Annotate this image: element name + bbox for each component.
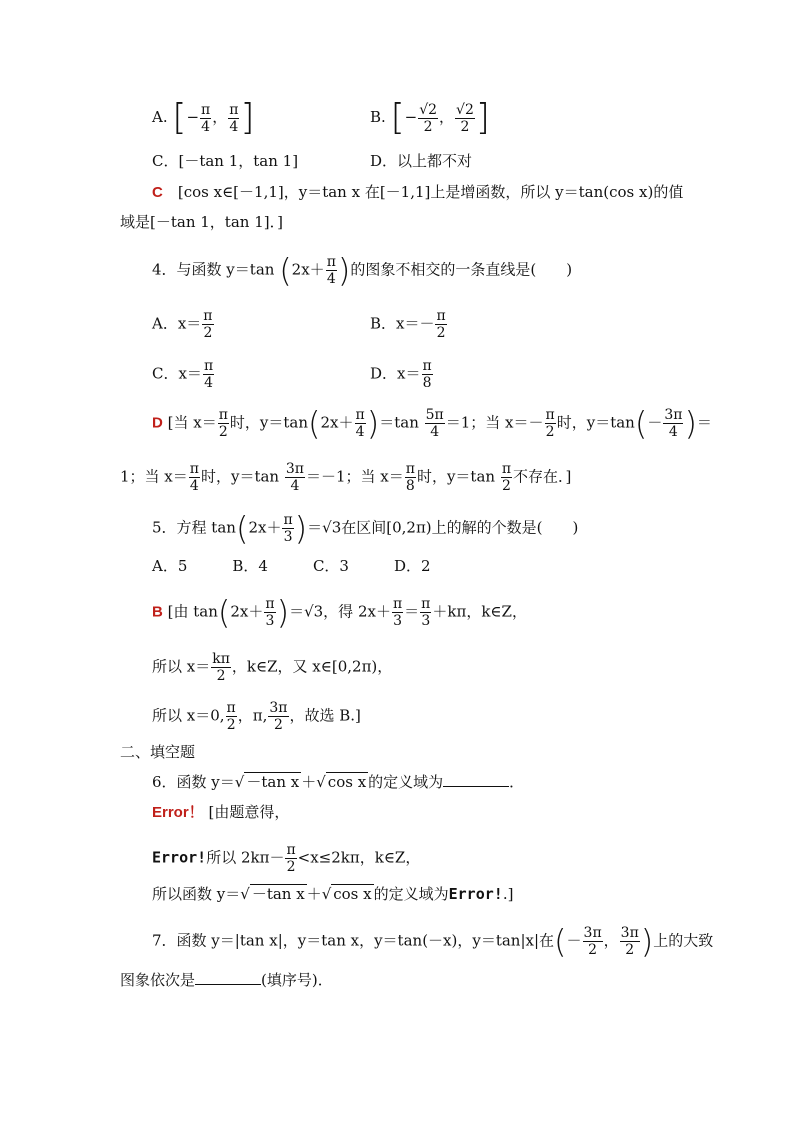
denominator: 2: [588, 942, 598, 958]
q4-option-b: [370, 308, 448, 341]
denominator: 4: [189, 478, 199, 494]
answer-letter: B: [152, 603, 163, 621]
denominator: 4: [204, 375, 213, 391]
sqrt: [235, 772, 301, 792]
option-a-label: A.: [152, 108, 168, 126]
fraction: [425, 407, 445, 440]
sqrt: [316, 772, 368, 792]
error-text: Error!: [448, 885, 503, 903]
text: 所以函数 y＝: [152, 885, 241, 903]
fraction: [268, 700, 288, 733]
q6-answer-line3: [152, 884, 513, 904]
numerator: 3π: [285, 461, 304, 477]
denominator: 2: [216, 668, 226, 684]
q5-answer-line2: [152, 651, 392, 684]
option-text: B．x＝－: [370, 314, 435, 333]
text: ，k∈Z，又 x∈[0,2π)，: [231, 657, 393, 676]
q4-answer-line2: [120, 461, 571, 494]
numerator: π: [265, 596, 275, 612]
text: 1；当 x＝: [120, 467, 188, 486]
text: ，π,: [237, 706, 268, 725]
q4-stem: [152, 251, 573, 290]
paren: (: [279, 251, 292, 290]
fraction: [189, 461, 200, 494]
numerator: 3π: [269, 700, 288, 716]
paren: ): [294, 509, 308, 548]
numerator: π: [283, 512, 293, 528]
paren: ): [640, 922, 654, 961]
denominator: 8: [405, 478, 415, 494]
fraction: [620, 925, 640, 958]
q3-option-c: C．[－tan 1，tan 1]: [152, 152, 299, 170]
numerator: 3π: [664, 407, 683, 423]
text: 时，y＝tan: [229, 413, 309, 432]
paren: (: [217, 593, 231, 632]
numerator: π: [203, 358, 214, 374]
radicand: cos x: [327, 773, 367, 791]
text: －: [566, 931, 582, 950]
fraction: [545, 407, 556, 440]
text: 的定义域为: [373, 885, 449, 903]
left-bracket: [: [390, 97, 405, 138]
radicand: cos x: [333, 885, 372, 903]
numerator: π: [229, 101, 239, 118]
radicand: －tan x: [251, 885, 305, 903]
denominator: 3: [283, 529, 293, 545]
option-b-label: B.: [370, 108, 386, 126]
numerator: kπ: [212, 651, 230, 667]
numerator: π: [436, 308, 446, 324]
paren: (: [235, 509, 249, 548]
fraction: [420, 596, 431, 629]
text: 5．方程 tan: [152, 518, 236, 537]
denominator: 4: [668, 424, 678, 440]
fraction: [285, 842, 296, 875]
right-bracket: ]: [240, 97, 255, 138]
numerator: π: [203, 308, 213, 324]
q3-option-b: [370, 97, 490, 138]
text: 图象依次是: [120, 971, 196, 989]
denominator: 4: [326, 271, 336, 287]
denominator: 2: [218, 424, 228, 440]
denominator: 2: [501, 478, 511, 494]
fraction: [264, 596, 275, 629]
q6-answer-line2: [152, 842, 420, 875]
denominator: 2: [436, 325, 446, 341]
q5-answer-line3: [152, 700, 361, 733]
numerator: 3π: [620, 925, 639, 941]
q3-option-d: D．以上都不对: [370, 152, 473, 170]
fraction: [355, 407, 366, 440]
fraction: [583, 925, 603, 958]
fraction: [501, 461, 512, 494]
fraction: [392, 596, 403, 629]
paren: ): [276, 593, 290, 632]
numerator: √2: [419, 101, 438, 118]
numerator: 3π: [583, 925, 602, 941]
fraction: [202, 308, 213, 341]
text: ．: [509, 773, 525, 791]
numerator: π: [189, 461, 199, 477]
text: ＝√3，得 2x＋: [289, 602, 391, 621]
q4-answer-line1: [152, 404, 712, 443]
comma: ，: [212, 108, 228, 126]
fraction: [435, 308, 446, 341]
q4-option-a: [152, 308, 215, 341]
text: [由 tan: [167, 602, 218, 621]
radical-icon: √: [321, 885, 332, 903]
sqrt: [240, 884, 306, 904]
text: 所以 x＝: [152, 657, 211, 676]
text: ＝1；当 x＝－: [445, 413, 544, 432]
fraction: [455, 102, 475, 135]
text: 时，y＝tan: [416, 467, 500, 486]
fraction: [200, 102, 211, 135]
text: 时，y＝tan: [556, 413, 635, 432]
paren: ): [684, 404, 697, 443]
numerator: π: [226, 700, 236, 716]
text: 的定义域为: [368, 773, 444, 791]
fraction: [226, 700, 237, 733]
text: ＝－1；当 x＝: [305, 467, 404, 486]
option-text: C．x＝: [152, 364, 202, 383]
option-text: A．x＝: [152, 314, 202, 333]
text: 上的大致: [653, 931, 714, 950]
numerator: π: [326, 254, 336, 270]
text: [由题意得，: [208, 803, 290, 821]
denominator: 2: [273, 717, 283, 733]
text: ，故选 B.]: [289, 706, 361, 725]
text: －: [647, 413, 663, 432]
text: (填序号)．: [261, 971, 333, 989]
text: <x≤2kπ，k∈Z，: [297, 848, 421, 867]
fraction: [218, 407, 229, 440]
answer-letter: C: [152, 184, 163, 201]
text: 所以 2kπ－: [206, 848, 285, 867]
numerator: π: [501, 461, 512, 477]
radical-icon: √: [234, 773, 245, 791]
option-text: D．x＝: [370, 364, 421, 383]
numerator: π: [545, 407, 555, 423]
numerator: π: [355, 407, 365, 423]
q4-option-c: [152, 358, 215, 391]
denominator: 4: [355, 424, 365, 440]
q6-answer-line1: [152, 802, 289, 823]
text: [当 x＝: [167, 413, 217, 432]
denominator: 3: [393, 613, 403, 629]
paren: (: [308, 404, 321, 443]
denominator: 2: [625, 942, 635, 958]
denominator: 2: [460, 118, 470, 135]
text: ＝tan: [379, 413, 424, 432]
section-heading: 二、填空题: [120, 743, 196, 761]
text: ＝: [696, 413, 712, 432]
text: 6．函数 y＝: [152, 773, 235, 791]
denominator: 2: [226, 717, 236, 733]
comma: ，: [439, 108, 455, 126]
q4-option-d: [370, 358, 434, 391]
text: ，: [603, 931, 619, 950]
paren: (: [554, 922, 567, 961]
radical-icon: √: [316, 773, 326, 791]
numerator: 5π: [425, 407, 444, 423]
minus: −: [186, 108, 200, 126]
fraction: [405, 461, 416, 494]
fraction: [228, 102, 239, 135]
text: .]: [502, 885, 514, 903]
radicand: －tan x: [246, 773, 300, 791]
text: ＋: [301, 773, 317, 791]
denominator: 4: [430, 424, 440, 440]
numerator: π: [421, 596, 431, 612]
left-bracket: [: [172, 97, 187, 138]
sqrt: [322, 884, 374, 904]
answer-letter: D: [152, 414, 163, 432]
right-bracket: ]: [475, 97, 490, 138]
minus: −: [404, 108, 418, 126]
text: 2x＋: [320, 413, 354, 432]
answer-blank: [443, 772, 509, 787]
text: ＝: [404, 602, 420, 621]
fraction: [663, 407, 683, 440]
text: 所以 x＝0,: [152, 706, 225, 725]
denominator: 2: [423, 118, 433, 135]
denominator: 4: [290, 478, 300, 494]
text: 2x＋: [248, 518, 282, 537]
numerator: π: [218, 407, 228, 423]
numerator: π: [422, 358, 432, 374]
fraction: [422, 358, 433, 391]
q7-stem-line1: [152, 922, 714, 961]
numerator: π: [201, 101, 211, 118]
fraction: [282, 512, 293, 545]
q3-option-a: [152, 97, 255, 138]
numerator: π: [392, 596, 403, 612]
text: ＋: [306, 885, 322, 903]
text: 时，y＝tan: [200, 467, 284, 486]
denominator: 4: [201, 118, 211, 135]
denominator: 4: [229, 118, 239, 135]
text: ＋kπ，k∈Z，: [432, 602, 527, 621]
fraction: [326, 254, 337, 287]
fraction: [203, 358, 214, 391]
answer-blank: [195, 970, 261, 985]
text: 不存在．]: [513, 467, 572, 486]
radical-icon: √: [240, 885, 250, 903]
paren: ): [366, 404, 380, 443]
denominator: 2: [286, 859, 296, 875]
answer-text: [cos x∈[－1,1]，y＝tan x 在[－1,1]上是增函数，所以 y＝tan(cos x)的值: [177, 183, 684, 201]
fraction: [285, 461, 305, 494]
q7-stem-line2: [120, 970, 333, 990]
numerator: √2: [456, 101, 474, 118]
numerator: π: [286, 842, 296, 858]
denominator: 8: [422, 375, 432, 391]
paren: (: [634, 404, 648, 443]
denominator: 3: [265, 613, 275, 629]
paren: ): [337, 251, 351, 290]
q5-answer-line1: [152, 593, 527, 632]
text: 2x＋: [230, 602, 264, 621]
denominator: 2: [203, 325, 213, 341]
stem-text: 4．与函数 y＝tan: [152, 260, 280, 279]
stem-text: 的图象不相交的一条直线是( ): [350, 260, 573, 279]
expr: 2x＋: [291, 260, 325, 279]
fraction: [211, 651, 231, 684]
fraction: [418, 102, 438, 135]
text: ＝√3在区间[0,2π)上的解的个数是( ): [307, 518, 579, 537]
numerator: π: [405, 461, 415, 477]
text: 7．函数 y＝|tan x|，y＝tan x，y＝tan(－x)，y＝tan|x|在: [152, 931, 555, 950]
error-text: Error!: [152, 848, 207, 867]
error-text: Error！: [152, 804, 204, 821]
denominator: 3: [421, 613, 431, 629]
q5-options: A．5 B．4 C．3 D．2: [152, 557, 431, 575]
q3-answer-line2: 域是[－tan 1，tan 1]．]: [120, 213, 283, 231]
q5-stem: [152, 509, 579, 548]
denominator: 2: [545, 424, 555, 440]
q3-answer-line1: [152, 182, 683, 203]
q6-stem: [152, 772, 524, 792]
